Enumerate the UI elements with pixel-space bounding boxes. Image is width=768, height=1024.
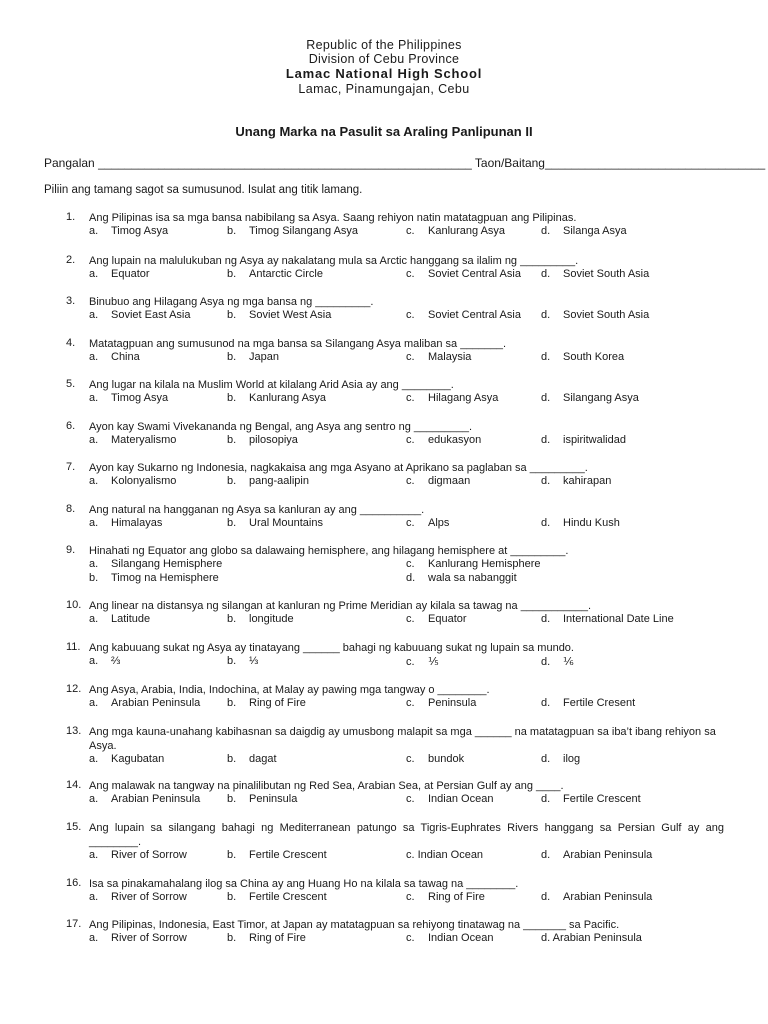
choice-letter: c.	[406, 753, 415, 765]
choice-text: Ural Mountains	[249, 517, 323, 529]
choice-text: River of Sorrow	[111, 849, 187, 861]
choice-text: ⅔	[111, 655, 121, 667]
choice-letter: c.	[406, 932, 415, 944]
choice-letter: b.	[227, 268, 237, 280]
choice-option[interactable]	[406, 475, 470, 487]
choice-letter: c.	[406, 392, 415, 404]
choice-letter: a.	[89, 268, 99, 280]
choice-option[interactable]	[89, 753, 164, 765]
choice-text: Kanlurang Asya	[249, 392, 327, 404]
choice-text: ⅕	[428, 656, 439, 668]
choice-text: ilog	[563, 753, 581, 765]
choice-letter: a.	[89, 793, 99, 805]
choice-text: Soviet Central Asia	[428, 268, 521, 280]
choice-text: c. Indian Ocean	[406, 849, 484, 861]
choice-option[interactable]	[89, 309, 191, 321]
school-address: Lamac, Pinamungajan, Cebu	[298, 82, 470, 96]
document-header	[0, 38, 768, 96]
choice-letter: d.	[541, 268, 551, 280]
choice-text: Japan	[249, 351, 279, 363]
choice-letter: b.	[227, 753, 237, 765]
choice-option[interactable]	[89, 697, 200, 709]
choice-option[interactable]	[89, 891, 187, 903]
question-number: 14.	[66, 779, 82, 791]
choice-option[interactable]	[541, 351, 624, 363]
question-text: Ang malawak na tangway na pinalilibutan ng Red Sea, Arabian Sea, at Persian Gulf ay ang ____.	[89, 780, 564, 792]
question-number: 17.	[66, 918, 82, 930]
choice-letter: d.	[541, 697, 551, 709]
choice-text: Kanlurang Asya	[428, 225, 506, 237]
choice-letter: c.	[406, 891, 415, 903]
choice-text: Materyalismo	[111, 434, 177, 446]
choice-letter: d.	[541, 793, 551, 805]
choice-option[interactable]	[541, 309, 649, 321]
choice-text: River of Sorrow	[111, 932, 187, 944]
choice-option[interactable]	[541, 753, 580, 765]
choice-option[interactable]	[406, 309, 521, 321]
choice-option[interactable]	[89, 613, 150, 625]
choice-option[interactable]	[406, 517, 449, 529]
question-number: 13.	[66, 725, 82, 737]
choices-row	[0, 351, 768, 365]
question-number: 2.	[66, 254, 76, 266]
question-text: Ang Pilipinas, Indonesia, East Timor, at Japan ay matatagpuan sa rehiyong tinatawag na _______ sa Pacific.	[89, 919, 620, 931]
choice-text: digmaan	[428, 475, 471, 487]
choice-option[interactable]	[406, 268, 521, 280]
choice-letter: a.	[89, 753, 99, 765]
choice-option[interactable]	[227, 517, 323, 529]
choice-letter: d.	[541, 517, 551, 529]
choice-text: Soviet East Asia	[111, 309, 191, 321]
choices-row	[0, 891, 768, 905]
choice-option[interactable]	[406, 613, 467, 625]
question-number: 7.	[66, 461, 76, 473]
choice-text: Hindu Kush	[563, 517, 620, 529]
question-number: 10.	[66, 599, 82, 611]
choice-letter: a.	[89, 932, 99, 944]
choice-option[interactable]	[541, 475, 611, 487]
choice-text: Kolonyalismo	[111, 475, 177, 487]
question-text: Ayon kay Sukarno ng Indonesia, nagkakaisa ang mga Asyano at Aprikano sa paglaban sa _________.	[89, 462, 588, 474]
choice-text: Ring of Fire	[249, 932, 306, 944]
choice-text: Ring of Fire	[249, 697, 306, 709]
choice-letter: b.	[89, 572, 99, 584]
question-number: 16.	[66, 877, 82, 889]
choice-text: Arabian Peninsula	[563, 891, 653, 903]
choice-option[interactable]	[541, 434, 626, 446]
choice-letter: c.	[406, 656, 415, 668]
choice-option[interactable]	[541, 225, 627, 237]
choice-text: Peninsula	[428, 697, 477, 709]
choice-option[interactable]	[227, 613, 294, 625]
choice-option[interactable]	[406, 697, 476, 709]
choice-text: River of Sorrow	[111, 891, 187, 903]
question-number: 12.	[66, 683, 82, 695]
choice-option[interactable]	[227, 849, 327, 861]
school-name: Lamac National High School	[285, 66, 483, 81]
question-number: 6.	[66, 420, 76, 432]
choice-letter: d.	[541, 392, 551, 404]
question-text: Isa sa pinakamahalang ilog sa China ay ang Huang Ho na kilala sa tawag na ________.	[89, 878, 519, 890]
choice-option[interactable]	[541, 392, 639, 404]
choice-option[interactable]	[541, 697, 635, 709]
question-number: 5.	[66, 378, 76, 390]
question-number: 11.	[66, 641, 81, 653]
choice-option[interactable]	[406, 891, 485, 903]
choice-letter: d.	[541, 891, 551, 903]
choice-text: International Date Line	[563, 613, 674, 625]
choice-letter: a.	[89, 351, 99, 363]
choice-option[interactable]	[89, 793, 200, 805]
choice-option[interactable]	[541, 268, 649, 280]
choice-text: China	[111, 351, 140, 363]
choice-option[interactable]	[406, 225, 505, 237]
choice-letter: c.	[406, 268, 415, 280]
choice-text: Soviet South Asia	[563, 268, 650, 280]
exam-title: Unang Marka na Pasulit sa Araling Panlipunan II	[235, 124, 533, 139]
choice-letter: c.	[406, 613, 415, 625]
choices-row	[0, 932, 768, 946]
question-number: 8.	[66, 503, 76, 515]
choice-letter: d.	[541, 434, 551, 446]
choice-option[interactable]	[406, 392, 498, 404]
choice-letter: d.	[541, 656, 551, 668]
choice-text: Fertile Cresent	[563, 697, 636, 709]
choice-text: longitude	[249, 613, 294, 625]
choice-letter: b.	[227, 351, 237, 363]
choice-text: Antarctic Circle	[249, 268, 323, 280]
choice-option[interactable]	[89, 351, 140, 363]
choice-letter: b.	[227, 225, 237, 237]
choice-text: Fertile Crescent	[563, 793, 641, 805]
choice-letter: b.	[227, 655, 237, 667]
choices-row	[0, 517, 768, 531]
choice-option[interactable]	[89, 225, 168, 237]
choice-letter: a.	[89, 434, 99, 446]
choices-row	[0, 558, 768, 572]
choice-letter: b.	[227, 392, 237, 404]
choice-text: kahirapan	[563, 475, 612, 487]
choices-row	[0, 793, 768, 807]
question-text: Ang mga kauna-unahang kabihasnan sa daigdig ay umusbong malapit sa mga ______ na matatagpuan sa iba’t ibang rehiyon sa Asya.	[89, 726, 716, 752]
choice-letter: d.	[541, 225, 551, 237]
choice-text: bundok	[428, 753, 465, 765]
division-line: Division of Cebu Province	[308, 52, 460, 66]
choice-option[interactable]	[406, 849, 483, 861]
choice-letter: d.	[541, 309, 551, 321]
choice-option[interactable]	[541, 655, 574, 668]
choices-row	[0, 655, 768, 669]
choice-option[interactable]	[406, 753, 464, 765]
choice-text: wala sa nabanggit	[428, 572, 517, 584]
choice-letter: d.	[541, 613, 551, 625]
choice-letter: c.	[406, 558, 415, 570]
choice-option[interactable]	[541, 793, 641, 805]
choice-letter: c.	[406, 793, 415, 805]
instructions: Piliin ang tamang sagot sa sumusunod. Isulat ang titik lamang.	[44, 184, 363, 196]
choice-option[interactable]	[541, 613, 674, 625]
choice-text: Himalayas	[111, 517, 163, 529]
republic-line: Republic of the Philippines	[306, 38, 462, 52]
choice-text: Kanlurang Hemisphere	[428, 558, 541, 570]
choice-letter: a.	[89, 655, 99, 667]
choice-option[interactable]	[227, 793, 297, 805]
choice-option[interactable]	[89, 558, 222, 570]
choice-option[interactable]	[227, 434, 298, 446]
choice-option[interactable]	[227, 753, 277, 765]
choice-text: Timog Asya	[111, 392, 169, 404]
choice-text: Silangang Asya	[563, 392, 639, 404]
choice-option[interactable]	[227, 697, 306, 709]
choice-option[interactable]	[541, 932, 642, 944]
grade-label: Taon/Baitang	[474, 156, 545, 170]
question-text: Ang lupain na malulukuban ng Asya ay nakalatang mula sa Arctic hanggang sa ilalim ng _________.	[89, 255, 579, 267]
choice-text: South Korea	[563, 351, 625, 363]
choice-letter: a.	[89, 392, 99, 404]
choice-option[interactable]	[89, 517, 162, 529]
choice-letter: a.	[89, 558, 99, 570]
grade-blank[interactable]: _________________________________	[544, 156, 766, 170]
choice-letter: b.	[227, 613, 237, 625]
question-text: Ang lugar na kilala na Muslim World at kilalang Arid Asia ay ang ________.	[89, 379, 454, 391]
choice-text: Arabian Peninsula	[111, 793, 201, 805]
choices-row	[0, 309, 768, 323]
choice-letter: c.	[406, 309, 415, 321]
choice-option[interactable]	[227, 225, 358, 237]
choice-text: ⅙	[563, 656, 574, 668]
choice-text: Indian Ocean	[428, 932, 494, 944]
choice-option[interactable]	[227, 392, 326, 404]
choice-option[interactable]	[227, 932, 306, 944]
choice-text: Silanga Asya	[563, 225, 627, 237]
choice-option[interactable]	[406, 351, 471, 363]
question-text: Ang Pilipinas isa sa mga bansa nabibilang sa Asya. Saang rehiyon natin matatagpuan ang Pilipinas.	[89, 212, 577, 224]
choices-row	[0, 613, 768, 627]
choice-text: edukasyon	[428, 434, 482, 446]
student-info-line	[44, 156, 766, 170]
choice-letter: a.	[89, 225, 99, 237]
choice-letter: d.	[406, 572, 416, 584]
choice-text: ispiritwalidad	[563, 434, 626, 446]
choices-row	[0, 475, 768, 489]
choice-text: Malaysia	[428, 351, 472, 363]
question-text: Matatagpuan ang sumusunod na mga bansa sa Silangang Asya maliban sa _______.	[89, 338, 507, 350]
choice-letter: b.	[227, 434, 237, 446]
choice-letter: c.	[406, 475, 415, 487]
choice-letter: c.	[406, 225, 415, 237]
choice-text: Fertile Crescent	[249, 891, 327, 903]
choice-option[interactable]	[89, 655, 120, 667]
choice-letter: a.	[89, 613, 99, 625]
choice-text: Timog na Hemisphere	[111, 572, 219, 584]
question-text: Hinahati ng Equator ang globo sa dalawaing hemisphere, ang hilagang hemisphere at _________.	[89, 545, 569, 557]
choice-letter: a.	[89, 697, 99, 709]
question-text: Ang linear na distansya ng silangan at kanluran ng Prime Meridian ay kilala sa tawag na ___________.	[89, 600, 592, 612]
name-blank[interactable]: ________________________________________________________	[98, 156, 472, 170]
choice-option[interactable]	[227, 351, 279, 363]
choice-text: Soviet South Asia	[563, 309, 650, 321]
question-number: 9.	[66, 544, 76, 556]
choice-text: Ring of Fire	[428, 891, 485, 903]
choice-letter: b.	[227, 697, 237, 709]
choice-text: Timog Asya	[111, 225, 169, 237]
choice-option[interactable]	[541, 517, 620, 529]
choice-letter: c.	[406, 517, 415, 529]
question-text: Ang kabuuang sukat ng Asya ay tinatayang ______ bahagi ng kabuuang sukat ng lupain sa mundo.	[89, 642, 574, 654]
question-text: Binubuo ang Hilagang Asya ng mga bansa ng _________.	[89, 296, 374, 308]
choices-row	[0, 392, 768, 406]
choice-letter: b.	[227, 517, 237, 529]
choice-text: pang-aalipin	[249, 475, 309, 487]
choice-option[interactable]	[89, 268, 150, 280]
question-number: 3.	[66, 295, 76, 307]
choice-text: Equator	[428, 613, 467, 625]
name-label: Pangalan	[44, 156, 95, 170]
choice-letter: c.	[406, 434, 415, 446]
choice-text: dagat	[249, 753, 277, 765]
question-number: 15.	[66, 821, 82, 833]
choices-row	[0, 697, 768, 711]
choice-option[interactable]	[89, 392, 168, 404]
choice-option[interactable]	[406, 793, 493, 805]
question-text: Ang lupain sa silangang bahagi ng Mediterranean patungo sa Tigris-Euphrates Rivers hanggang sa Persian Gulf ay ang ________.	[89, 822, 724, 848]
choice-option[interactable]	[89, 572, 219, 584]
choice-letter: c.	[406, 351, 415, 363]
choice-option[interactable]	[541, 849, 652, 861]
choice-letter: d.	[541, 753, 551, 765]
question-text: Ang natural na hangganan ng Asya sa kanluran ay ang __________.	[89, 504, 425, 516]
choice-text: Alps	[428, 517, 450, 529]
choice-text: Hilagang Asya	[428, 392, 499, 404]
choice-option[interactable]	[89, 475, 176, 487]
choice-text: Equator	[111, 268, 150, 280]
choice-option[interactable]	[227, 655, 258, 667]
choice-letter: b.	[227, 932, 237, 944]
choices-row	[0, 849, 768, 863]
choice-option[interactable]	[406, 932, 493, 944]
choices-row	[0, 268, 768, 282]
choice-option[interactable]	[89, 932, 187, 944]
choice-text: Soviet Central Asia	[428, 309, 521, 321]
choice-letter: b.	[227, 849, 237, 861]
choices-row	[0, 572, 768, 586]
choice-letter: a.	[89, 849, 99, 861]
choice-letter: b.	[227, 891, 237, 903]
choice-option[interactable]	[406, 558, 541, 570]
choice-option[interactable]	[227, 475, 309, 487]
choice-text: Arabian Peninsula	[111, 697, 201, 709]
choice-letter: b.	[227, 309, 237, 321]
choice-text: Arabian Peninsula	[563, 849, 653, 861]
choice-text: Latitude	[111, 613, 151, 625]
choices-row	[0, 434, 768, 448]
choice-text: Timog Silangang Asya	[249, 225, 359, 237]
choices-row	[0, 753, 768, 767]
choice-option[interactable]	[89, 849, 187, 861]
choice-option[interactable]	[227, 309, 331, 321]
choices-row	[0, 225, 768, 239]
choice-letter: a.	[89, 517, 99, 529]
choice-letter: d.	[541, 849, 551, 861]
question-number: 4.	[66, 337, 76, 349]
choice-option[interactable]	[406, 434, 481, 446]
choice-text: Indian Ocean	[428, 793, 494, 805]
choice-text: Peninsula	[249, 793, 298, 805]
choice-text: Soviet West Asia	[249, 309, 332, 321]
question-text: Ang Asya, Arabia, India, Indochina, at Malay ay pawing mga tangway o ________.	[89, 684, 490, 696]
choice-letter: c.	[406, 697, 415, 709]
choice-letter: b.	[227, 475, 237, 487]
choice-letter: a.	[89, 309, 99, 321]
choice-letter: a.	[89, 891, 99, 903]
choice-letter: a.	[89, 475, 99, 487]
choice-text: pilosopiya	[249, 434, 298, 446]
choice-text: ⅓	[249, 655, 259, 667]
choice-option[interactable]	[227, 268, 323, 280]
question-number: 1.	[66, 211, 76, 223]
choice-letter: d.	[541, 475, 551, 487]
choice-text: Fertile Crescent	[249, 849, 327, 861]
choice-text: Kagubatan	[111, 753, 165, 765]
choice-text: Silangang Hemisphere	[111, 558, 223, 570]
question-text: Ayon kay Swami Vivekananda ng Bengal, ang Asya ang sentro ng _________.	[89, 421, 473, 433]
choice-letter: d.	[541, 351, 551, 363]
choice-text: d. Arabian Peninsula	[541, 932, 642, 944]
choice-option[interactable]	[227, 891, 327, 903]
choice-option[interactable]	[406, 655, 439, 668]
choice-letter: b.	[227, 793, 237, 805]
choice-option[interactable]	[89, 434, 176, 446]
choice-option[interactable]	[406, 572, 517, 584]
choice-option[interactable]	[541, 891, 652, 903]
